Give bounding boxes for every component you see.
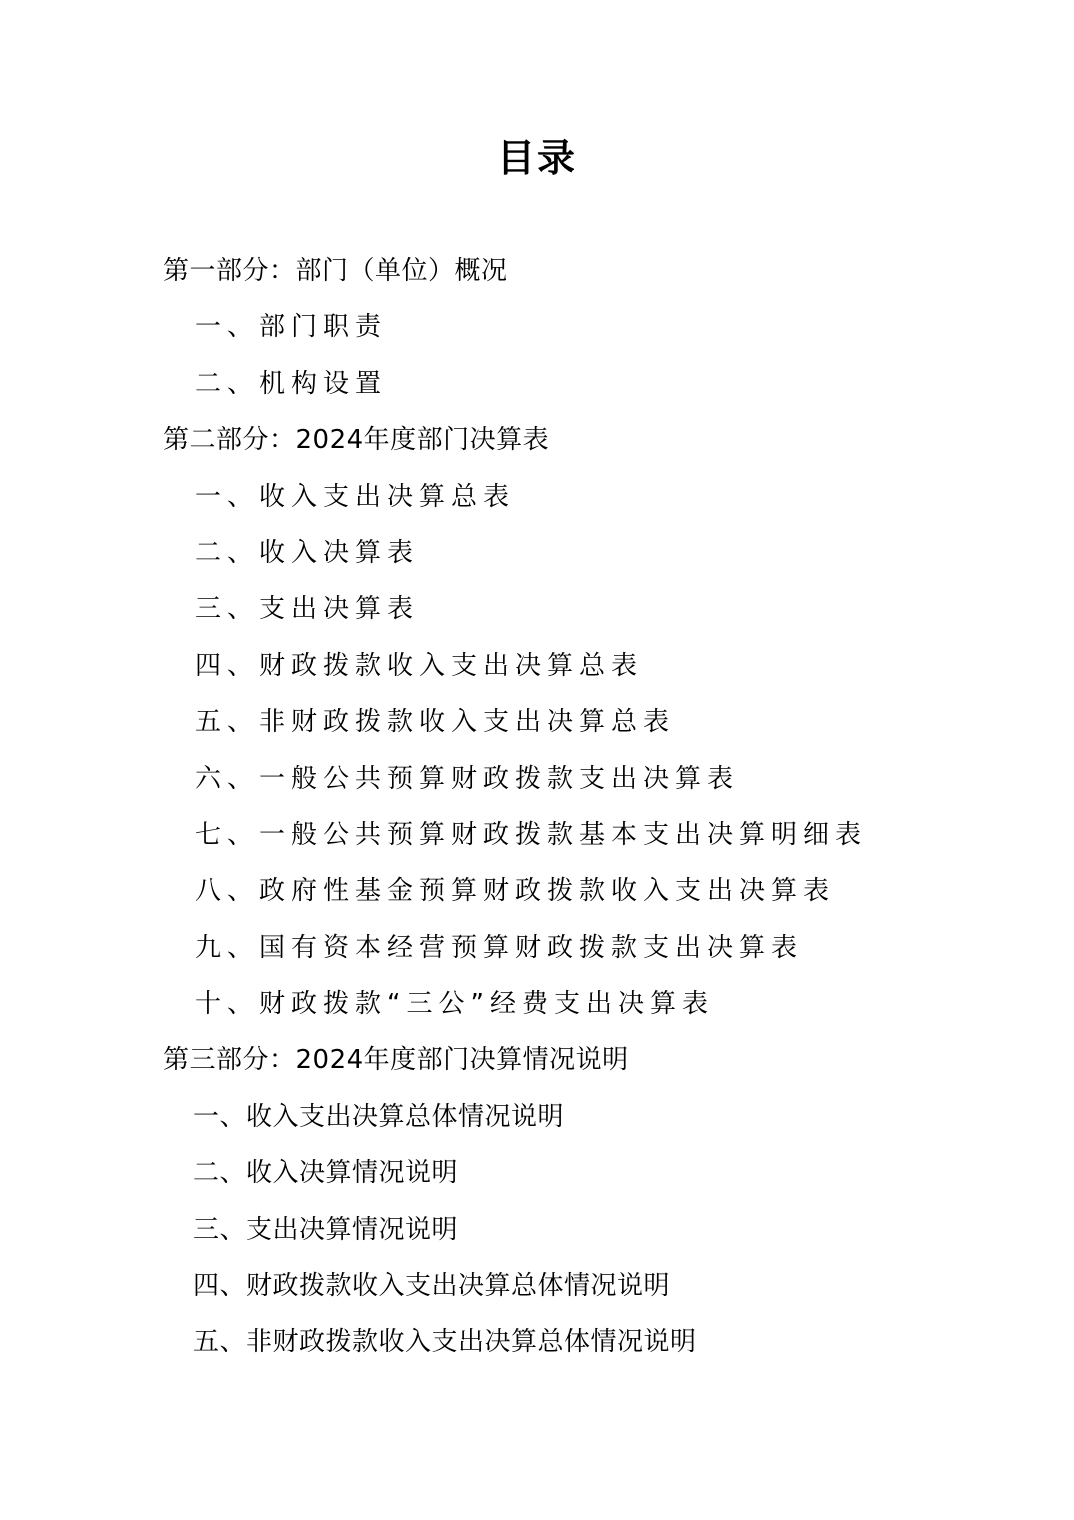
toc-entry: 二、机构设置 [195,368,388,399]
toc-entry: 六、一般公共预算财政拨款支出决算表 [195,763,740,794]
toc-entry: 八、政府性基金预算财政拨款收入支出决算表 [195,876,836,907]
toc-part-heading: 第三部分：2024年度部门决算情况说明 [163,1045,629,1076]
toc-entry: 五、非财政拨款收入支出决算总表 [195,707,676,738]
toc-part-heading: 第一部分：部门（单位）概况 [163,256,508,286]
toc-entry: 一、部门职责 [195,312,388,343]
toc-entry: 十、财政拨款“三公”经费支出决算表 [195,989,714,1020]
toc-entry: 一、收入支出决算总体情况说明 [193,1101,565,1132]
toc-entry: 三、支出决算情况说明 [193,1214,459,1245]
toc-entry: 二、收入决算情况说明 [193,1158,459,1189]
toc-entry: 四、财政拨款收入支出决算总表 [195,650,644,681]
toc-entry: 九、国有资本经营预算财政拨款支出决算表 [195,932,804,963]
toc-entry: 四、财政拨款收入支出决算总体情况说明 [193,1271,671,1302]
toc-entry: 三、支出决算表 [195,594,420,625]
toc-part-heading: 第二部分：2024年度部门决算表 [163,425,550,456]
toc-entry: 七、一般公共预算财政拨款基本支出决算明细表 [195,819,868,850]
page-title: 目录 [496,136,577,180]
table-of-contents [163,243,1023,1371]
toc-entry: 一、收入支出决算总表 [195,481,516,512]
toc-entry: 二、收入决算表 [195,537,420,568]
toc-entry: 五、非财政拨款收入支出决算总体情况说明 [193,1327,697,1358]
